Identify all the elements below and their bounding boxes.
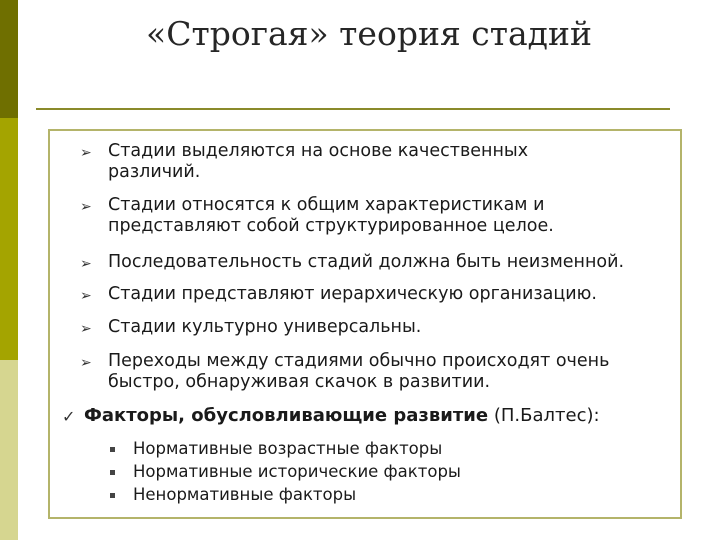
side-bar-light <box>0 360 18 540</box>
bullet-line: быстро, обнаруживая скачок в развитии. <box>108 372 491 392</box>
side-bar-mid <box>0 118 18 360</box>
title-divider <box>36 108 670 110</box>
checkmark-icon: ✓ <box>62 407 76 426</box>
factors-author: (П.Балтес): <box>488 405 600 426</box>
factor-item: Нормативные возрастные факторы <box>110 438 442 459</box>
factor-item: Нормативные исторические факторы <box>110 461 461 482</box>
factor-item: Ненормативные факторы <box>110 484 356 505</box>
arrowhead-icon: ➢ <box>80 288 92 304</box>
square-bullet-icon <box>110 493 115 498</box>
arrowhead-icon: ➢ <box>80 199 92 215</box>
arrowhead-icon: ➢ <box>80 321 92 337</box>
bullet-line: Стадии относятся к общим характеристикам и <box>108 195 545 215</box>
content-box <box>48 129 682 519</box>
factors-heading <box>84 405 600 426</box>
side-bar-dark <box>0 0 18 118</box>
slide-title: «Строгая» теория стадий <box>146 14 592 53</box>
factors-bold: Факторы, обусловливающие развитие <box>84 405 489 426</box>
square-bullet-icon <box>110 470 115 475</box>
bullet-line: различий. <box>108 162 201 182</box>
square-bullet-icon <box>110 447 115 452</box>
bullet-line: Последовательность стадий должна быть неизменной. <box>108 252 625 272</box>
bullet-line: Стадии представляют иерархическую организацию. <box>108 284 597 304</box>
arrowhead-icon: ➢ <box>80 145 92 161</box>
bullet-line: Переходы между стадиями обычно происходят очень <box>108 351 610 371</box>
bullet-line: представляют собой структурированное целое. <box>108 216 554 236</box>
arrowhead-icon: ➢ <box>80 355 92 371</box>
bullet-line: Стадии культурно универсальны. <box>108 317 422 337</box>
arrowhead-icon: ➢ <box>80 256 92 272</box>
bullet-line: Стадии выделяются на основе качественных <box>108 141 529 161</box>
